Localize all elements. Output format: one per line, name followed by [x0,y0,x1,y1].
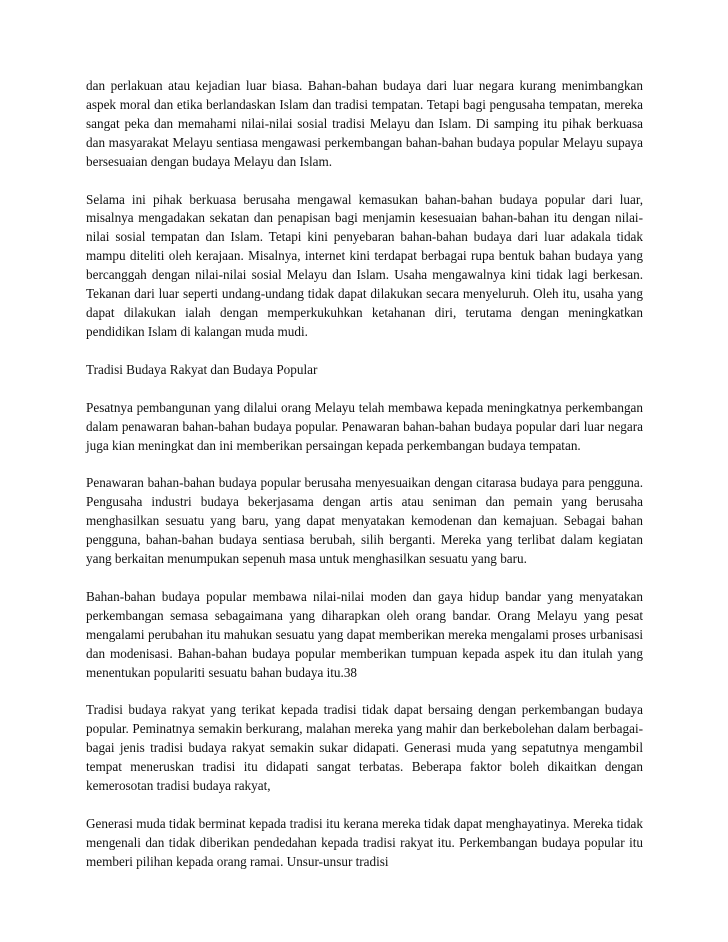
document-page [86,77,643,872]
paragraph-folk-tradition: Tradisi budaya rakyat yang terikat kepada tradisi tidak dapat bersaing dengan perkembangan budaya popular. Peminatnya semakin berkurang, malahan mereka yang mahir dan berkebolehan dalam berbagai-bagai jenis tradisi budaya rakyat semakin sukar didapati. Generasi muda yang sepatutnya mengambil tempat meneruskan tradisi itu didapati sangat terbatas. Beberapa faktor boleh dikaitkan dengan kemerosotan tradisi budaya rakyat, [86,702,643,794]
section-heading: Tradisi Budaya Rakyat dan Budaya Popular [86,361,318,377]
paragraph-offerings: Penawaran bahan-bahan budaya popular berusaha menyesuaikan dengan citarasa budaya para pengguna. Pengusaha industri budaya bekerjasama dengan artis atau seniman dan pemain yang berusaha menghasilkan sesuatu yang baru, yang dapat menyatakan kemodenan dan kemajuan. Sebagai bahan pengguna, bahan-bahan budaya sentiasa berubah, silih berganti. Mereka yang terlibat dalam kegiatan yang berkaitan menumpukan sepenuh masa untuk menghasilkan sesuatu yang baru. [86,475,643,567]
paragraph-authority-control: Selama ini pihak berkuasa berusaha mengawal kemasukan bahan-bahan budaya popular dari luar, misalnya mengadakan sekatan dan penapisan bagi menjamin kesesuaian bahan-bahan itu dengan nilai-nilai sosial tempatan dan Islam. Tetapi kini penyebaran bahan-bahan budaya dari luar adakala tidak mampu diteliti oleh kerajaan. Misalnya, internet kini terdapat berbagai rupa bentuk bahan budaya yang bercanggah dengan nilai-nilai sosial Melayu dan Islam. Usaha mengawalnya kini tidak lagi berkesan. Tekanan dari luar seperti undang-undang tidak dapat dilakukan secara menyeluruh. Oleh itu, usaha yang dapat dilakukan ialah dengan memperkukuhkan ketahanan diri, terutama dengan meningkatkan pendidikan Islam di kalangan muda mudi. [86,191,643,339]
paragraph-modern-values: Bahan-bahan budaya popular membawa nilai-nilai moden dan gaya hidup bandar yang menyatakan perkembangan semasa sebagaimana yang diharapkan oleh orang bandar. Orang Melayu yang pesat mengalami perubahan itu mahukan sesuatu yang dapat memberikan mereka mengalami proses urbanisasi dan modenisasi. Bahan-bahan budaya popular memberikan tumpuan kepada aspek itu dan itulah yang menentukan populariti sesuatu bahan budaya itu.38 [86,588,643,680]
paragraph-development: Pesatnya pembangunan yang dilalui orang Melayu telah membawa kepada meningkatnya perkembangan dalam penawaran bahan-bahan budaya popular. Penawaran bahan-bahan budaya popular dari luar negara juga kian meningkat dan ini memberikan persaingan kepada perkembangan budaya tempatan. [86,399,643,453]
paragraph-intro-continuation: dan perlakuan atau kejadian luar biasa. Bahan-bahan budaya dari luar negara kurang menimbangkan aspek moral dan etika berlandaskan Islam dan tradisi tempatan. Tetapi bagi pengusaha tempatan, mereka sangat peka dan memahami nilai-nilai sosial tradisi Melayu dan Islam. Di samping itu pihak berkuasa dan masyarakat Melayu sentiasa mengawasi perkembangan bahan-bahan budaya popular Melayu supaya bersesuaian dengan budaya Melayu dan Islam. [86,78,643,169]
paragraph-young-generation: Generasi muda tidak berminat kepada tradisi itu kerana mereka tidak dapat menghayatinya. Mereka tidak mengenali dan tidak diberikan pendedahan kepada tradisi rakyat itu. Perkembangan budaya popular itu memberi pilihan kepada orang ramai. Unsur-unsur tradisi [86,816,643,869]
